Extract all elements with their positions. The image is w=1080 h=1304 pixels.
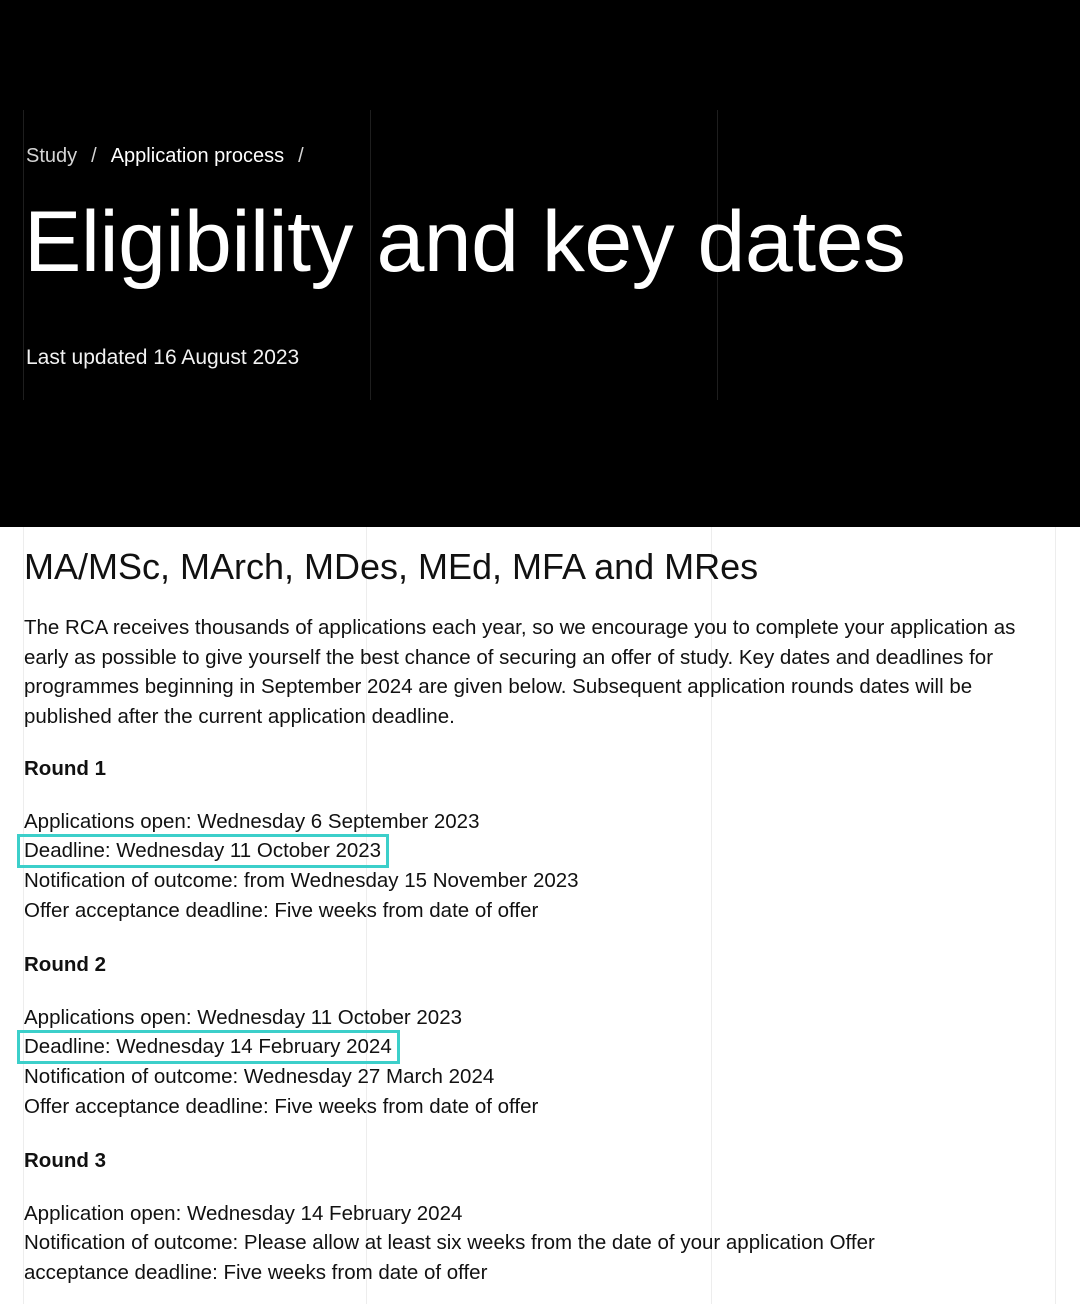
- acceptance-deadline-text: Offer acceptance deadline: Five weeks from date of offer: [24, 898, 539, 922]
- round-3: [24, 1146, 1064, 1287]
- notification-text: Notification of outcome: from Wednesday 15 November 2023: [24, 869, 579, 893]
- round-title: Round 2: [24, 953, 106, 976]
- applications-open-text: Application open: Wednesday 14 February 2024: [24, 1201, 463, 1225]
- deadline-highlight: Deadline: Wednesday 11 October 2023: [21, 838, 385, 864]
- breadcrumb-application-process-link[interactable]: Application process: [110, 145, 285, 167]
- intro-paragraph: The RCA receives thousands of applications each year, so we encourage you to complete your application as early as possible to give yourself the best chance of securing an offer of study. Key dates and deadlines for programmes beginning in September 2024 are given below. Subsequent application rounds dates will be published after the current application deadline.: [24, 616, 1016, 728]
- last-updated-text: Last updated 16 August 2023: [26, 346, 300, 369]
- round-details: [24, 1199, 1064, 1288]
- round-title: Round 3: [24, 1149, 106, 1172]
- deadline-highlight: Deadline: Wednesday 14 February 2024: [21, 1034, 396, 1060]
- breadcrumb-study-link[interactable]: Study: [26, 145, 78, 167]
- applications-open-text: Applications open: Wednesday 11 October 2023: [24, 1005, 463, 1029]
- acceptance-deadline-text: Offer acceptance deadline: Five weeks from date of offer: [24, 1094, 539, 1118]
- page-title: Eligibility and key dates: [24, 194, 906, 290]
- main-content: [0, 527, 1080, 1304]
- breadcrumb-separator: /: [91, 145, 97, 167]
- page-header: [0, 0, 1080, 527]
- notification-text: Notification of outcome: Wednesday 27 March 2024: [24, 1065, 495, 1089]
- breadcrumb: [26, 145, 318, 168]
- round-2: [24, 950, 1064, 1121]
- round-details: [24, 807, 1064, 926]
- section-title: MA/MSc, MArch, MDes, MEd, MFA and MRes: [24, 546, 759, 587]
- notification-text: Notification of outcome: Please allow at least six weeks from the date of your application Offer acceptance deadline: Five weeks from date of offer: [24, 1231, 875, 1284]
- round-details: [24, 1003, 1064, 1122]
- round-title: Round 1: [24, 757, 106, 780]
- breadcrumb-separator: /: [298, 145, 304, 167]
- round-1: [24, 754, 1064, 925]
- applications-open-text: Applications open: Wednesday 6 September 2023: [24, 809, 480, 833]
